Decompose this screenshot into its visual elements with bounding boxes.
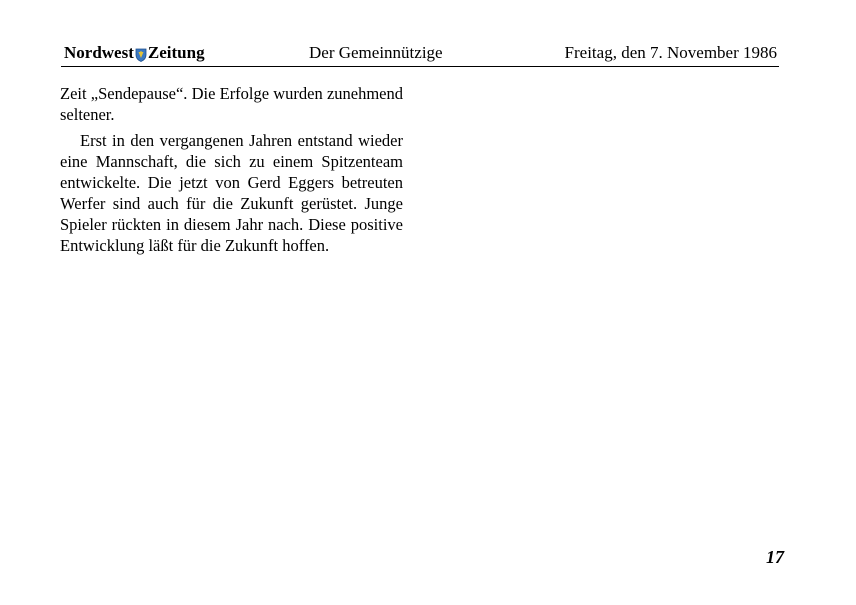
article-paragraph: Zeit „Sendepause“. Die Erfolge wurden zunehmend seltener. <box>60 84 403 124</box>
masthead-name-part1: Nordwest <box>64 43 134 62</box>
page-header <box>61 42 779 67</box>
article-text <box>60 83 403 256</box>
article-paragraph: Erst in den vergangenen Jahren entstand wieder eine Mannschaft, die sich zu einem Spitzenteam entwickelte. Die jetzt von Gerd Eggers betreuten Werfer sind auch für die Zukunft gerüstet. Junge Spieler rückten in diesem Jahr nach. Diese positive Entwicklung läßt für die Zukunft hoffen. <box>60 131 403 255</box>
coat-of-arms-icon <box>135 47 147 61</box>
page-number: 17 <box>766 547 784 567</box>
section-title: Der Gemeinnützige <box>309 43 443 62</box>
masthead-name-part2: Zeitung <box>147 43 205 62</box>
issue-date: Freitag, den 7. November 1986 <box>564 43 777 62</box>
newspaper-masthead <box>64 43 205 63</box>
